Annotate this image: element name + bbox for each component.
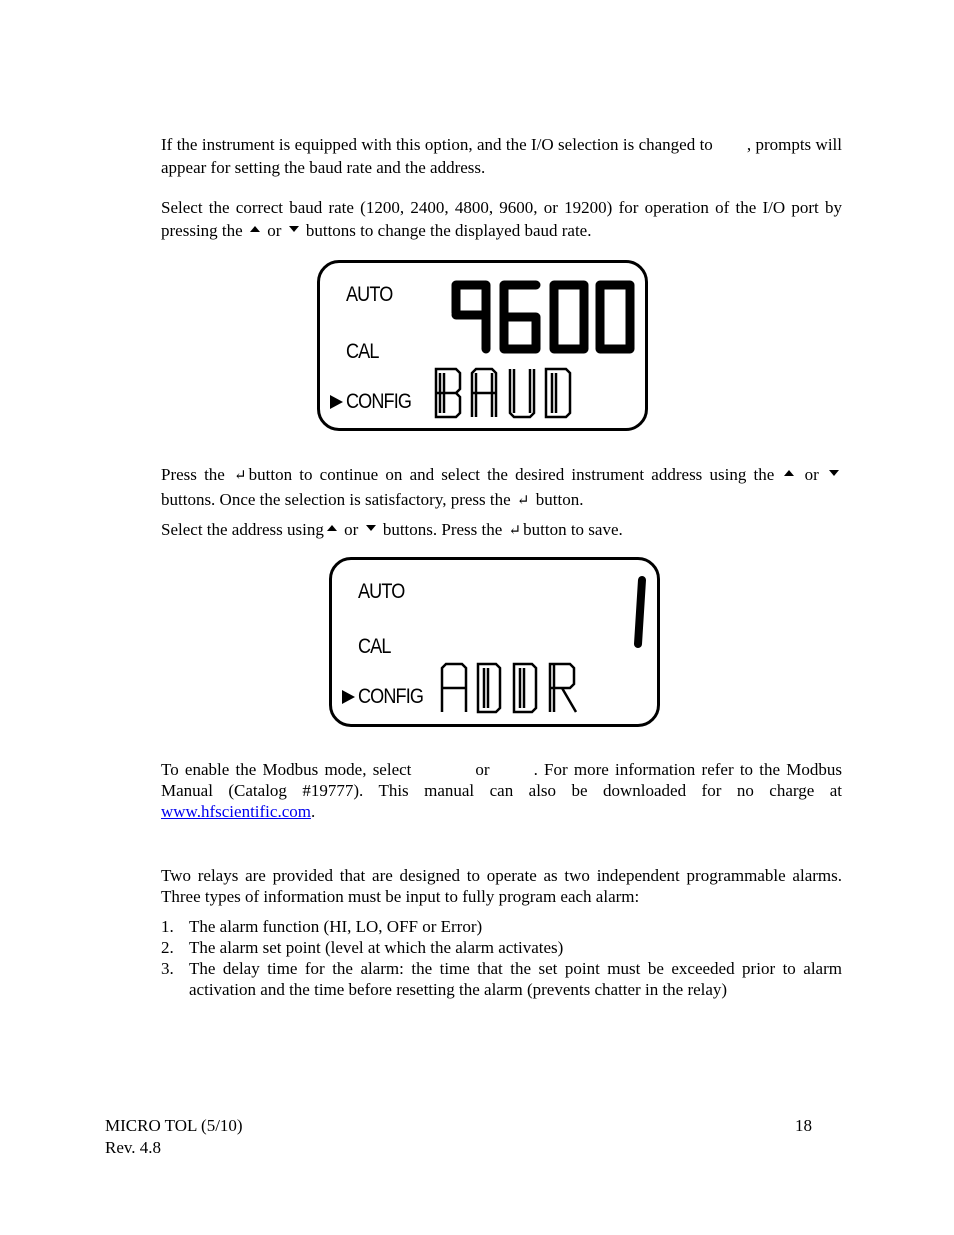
lcd-auto-label: AUTO	[358, 580, 405, 603]
footer-revision: Rev. 4.8	[105, 1138, 162, 1157]
addr-instr-text-4: button.	[535, 490, 584, 509]
relays-paragraph: Two relays are provided that are designed to operate as two independent programmable alarms. Three types of information must be input to fully program each alarm:	[161, 866, 842, 906]
address-select-instruction	[161, 518, 842, 543]
intro-text-1: If the instrument is equipped with this option, and the I/O selection is changed to	[161, 135, 713, 154]
lcd-cal-label: CAL	[346, 340, 379, 363]
or-text: or	[344, 520, 359, 539]
modbus-paragraph	[161, 759, 842, 822]
enter-button-icon: ↵	[234, 468, 247, 484]
list-text: The delay time for the alarm: the time that the set point must be exceeded prior to alarm activation and the time before resetting the alarm (prevents chatter in the relay)	[189, 959, 842, 999]
lcd-display-address	[329, 557, 660, 727]
lcd-sub-value-baud	[430, 365, 580, 423]
lcd-main-value-1	[622, 574, 652, 654]
up-arrow-button-icon	[327, 525, 337, 531]
or-text: or	[267, 221, 282, 240]
modbus-text-1: To enable the Modbus mode, select	[161, 760, 412, 779]
lcd-config-label: CONFIG	[346, 390, 412, 413]
footer-title: MICRO TOL (5/10)	[105, 1116, 243, 1135]
lcd-main-value-9600	[450, 277, 640, 357]
list-text: The alarm function (HI, LO, OFF or Error)	[189, 917, 483, 936]
or-text: or	[804, 465, 819, 484]
up-arrow-button-icon	[250, 226, 260, 232]
baud-instr-text-2: buttons to change the displayed baud rate.	[305, 221, 592, 240]
list-item	[161, 916, 842, 937]
lcd-config-label: CONFIG	[358, 685, 424, 708]
enter-button-icon: ↵	[516, 493, 530, 509]
list-text: The alarm set point (level at which the alarm activates)	[189, 938, 564, 957]
modbus-text-2: . For more information refer to the Modbus Manual (Catalog #19777). This manual can also be downloaded for no charge at	[161, 760, 842, 800]
addr-instr-text-2: button to continue on and select the desired instrument address using the	[248, 465, 775, 484]
baud-instr-text-1: Select the correct baud rate (1200, 2400, 4800, 9600, or 19200) for operation of the I/O port by pressing the	[161, 198, 842, 240]
addr-instr-text-1: Press the	[161, 465, 225, 484]
list-number: 2.	[161, 938, 174, 957]
config-pointer-icon	[342, 690, 355, 704]
list-number: 1.	[161, 917, 174, 936]
up-arrow-button-icon	[784, 470, 794, 476]
config-pointer-icon	[330, 395, 343, 409]
addr-select-text-2: buttons. Press the	[382, 520, 503, 539]
down-arrow-button-icon	[829, 470, 839, 476]
modbus-end: .	[310, 802, 316, 821]
addr-select-text-1: Select the address using	[161, 520, 324, 539]
intro-paragraph	[161, 133, 842, 179]
lcd-cal-label: CAL	[358, 635, 391, 658]
down-arrow-button-icon	[289, 226, 299, 232]
list-item	[161, 937, 842, 958]
hfscientific-link[interactable]: www.hfscientific.com	[161, 802, 311, 821]
enter-button-icon: ↵	[508, 523, 522, 539]
list-number: 3.	[161, 959, 174, 978]
addr-select-text-3: button to save.	[523, 520, 623, 539]
list-item	[161, 958, 842, 1000]
lcd-sub-value-addr	[436, 660, 596, 718]
intro-text-2: , prompts will appear for setting the baud rate and the address.	[161, 135, 842, 177]
lcd-auto-label: AUTO	[346, 283, 393, 306]
down-arrow-button-icon	[366, 525, 376, 531]
page-number: 18	[795, 1116, 812, 1135]
address-instruction	[161, 463, 842, 513]
or-text: or	[475, 760, 490, 779]
baud-instruction	[161, 196, 842, 242]
addr-instr-text-3: buttons. Once the selection is satisfactory, press the	[161, 490, 511, 509]
footer-left	[105, 1115, 243, 1159]
lcd-display-baud	[317, 260, 648, 431]
